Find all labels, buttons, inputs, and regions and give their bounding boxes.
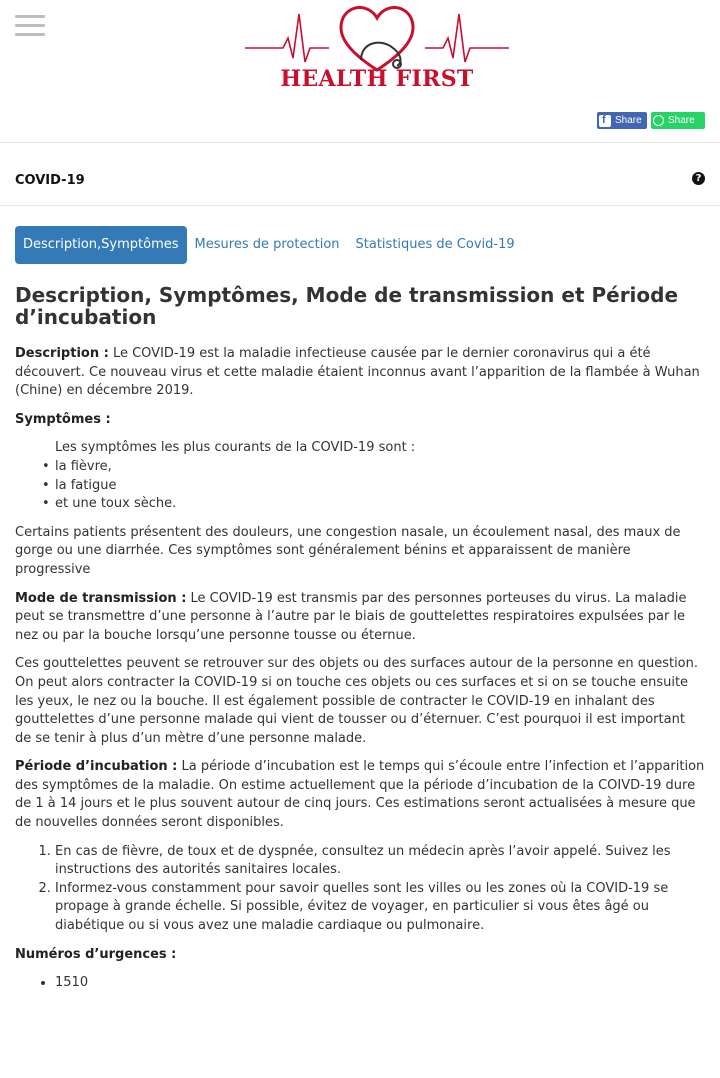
transmission-text: Le COVID-19 est transmis par des personnes porteuses du virus. La maladie peut se transmettre d’une personne à l’autre par le biais de gouttelettes respiratoires expulsées par le nez ou par la bouche lorsqu’une personne tousse ou éternue. [15, 590, 687, 643]
article-heading: Description, Symptômes, Mode de transmission et Période d’incubation [15, 283, 679, 329]
heartbeat-logo-icon [243, 2, 511, 72]
transmission-label: Mode de transmission : [15, 590, 187, 606]
symptoms-list [15, 439, 705, 513]
site-logo[interactable] [243, 2, 511, 94]
transmission-extra-paragraph: Ces gouttelettes peuvent se retrouver sur des objets ou des surfaces autour de la personne en question. On peut alors contracter la COVID-19 si on touche ces objets ou ces surfaces et si on se touche ensuite les yeux, le nez ou la bouche. Il est également possible de contracter le COVID-19 en inhalant des gouttelettes d’une personne malade qui vient de tousser ou d’éternuer. C’est pourquoi il est important de se tenir à plus d’un mètre d’une personne malade. [15, 656, 699, 746]
facebook-share-button[interactable] [597, 112, 647, 129]
emergency-label: Numéros d’urgences : [15, 946, 177, 962]
description-paragraph [15, 345, 705, 401]
list-item: • et une toux sèche. [55, 495, 705, 514]
tab-statistiques[interactable]: Statistiques de Covid-19 [355, 237, 515, 252]
list-item: • la fatigue [55, 477, 705, 496]
transmission-paragraph [15, 590, 705, 646]
whatsapp-share-button[interactable] [651, 112, 705, 129]
description-text: Le COVID-19 est la maladie infectieuse causée par le dernier coronavirus qui a été découvert. Ce nouveau virus et cette maladie étaient inconnus avant l’apparition de la flambée à Wuhan (Chine) en décembre 2019. [15, 346, 700, 399]
page-title: COVID-19 [15, 173, 85, 188]
symptoms-label: Symptômes : [15, 411, 111, 427]
list-item: • 1510 [55, 974, 705, 993]
incubation-text: La période d’incubation est le temps qui s’écoule entre l’infection et l’apparition des symptômes de la maladie. On estime actuellement que la période d’incubation de la COIVD-19 dure de 1 à 14 jours et le plus souvent autour de cinq jours. Ces estimations seront actualisées à mesure que de nouvelles données seront disponibles. [15, 759, 705, 831]
article-content [0, 284, 720, 993]
list-item: 2. Informez-vous constamment pour savoir quelles sont les villes ou les zones où la COVID-19 se propage à grande échelle. Si possible, évitez de voyager, en particulier si vous êtes âgé ou diabétique ou si vous avez une maladie cardiaque ou pulmonaire. [55, 880, 705, 936]
emergency-heading [15, 946, 705, 965]
facebook-share-label: Share [615, 115, 642, 126]
incubation-paragraph [15, 758, 705, 832]
list-item: 1. En cas de fièvre, de toux et de dyspnée, consultez un médecin après l’avoir appelé. Suivez les instructions des autorités sanitaires locales. [55, 843, 705, 880]
whatsapp-share-label: Share [668, 115, 695, 126]
help-icon[interactable]: ? [692, 172, 705, 185]
logo-text: HEALTH FIRST [280, 66, 474, 92]
tab-bar [0, 206, 720, 264]
site-header [0, 0, 720, 143]
advice-list [15, 843, 705, 936]
menu-icon[interactable] [15, 15, 45, 37]
page-title-bar [0, 143, 720, 206]
incubation-label: Période d’incubation : [15, 759, 178, 775]
symptoms-intro: Les symptômes les plus courants de la COVID-19 sont : [55, 440, 416, 456]
symptoms-heading [15, 411, 705, 430]
emergency-numbers-list [15, 974, 705, 993]
symptoms-extra-paragraph: Certains patients présentent des douleurs, une congestion nasale, un écoulement nasal, des maux de gorge ou une diarrhée. Ces symptômes sont généralement bénins et apparaissent de manière progressive [15, 524, 681, 577]
facebook-icon [599, 115, 611, 127]
list-item: • la fièvre, [55, 458, 705, 477]
description-label: Description : [15, 346, 109, 361]
whatsapp-icon [653, 115, 664, 126]
tab-mesures-de-protection[interactable]: Mesures de protection [194, 237, 340, 252]
share-bar [597, 112, 705, 129]
tab-description-symptomes[interactable]: Description,Symptômes [15, 226, 187, 264]
